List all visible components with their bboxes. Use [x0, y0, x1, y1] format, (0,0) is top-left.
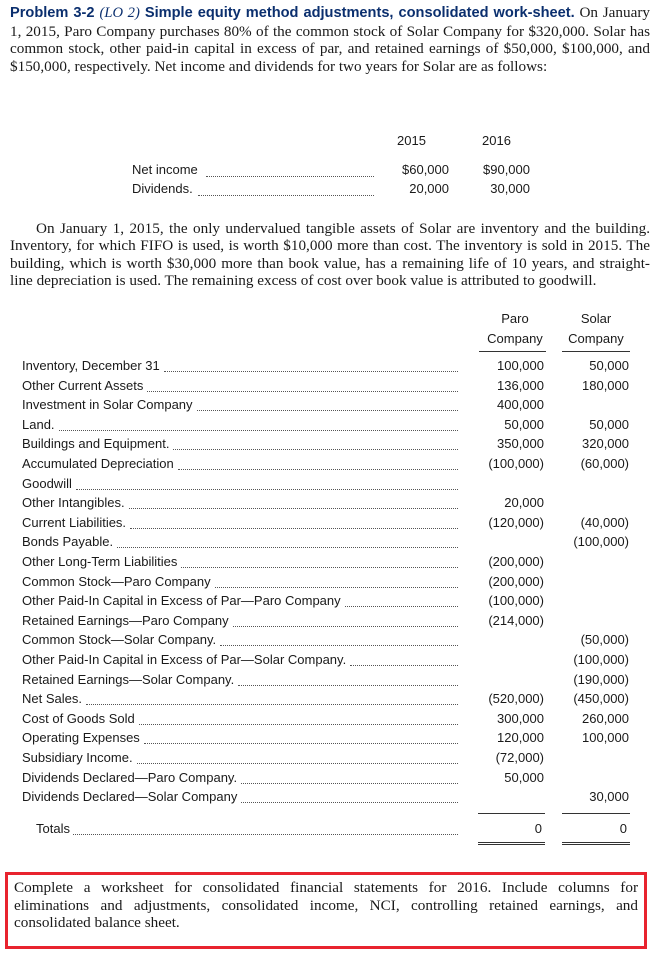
dot-leader	[147, 391, 458, 392]
account-label: Bonds Payable.	[22, 534, 114, 550]
dot-leader	[130, 528, 458, 529]
account-label: Other Paid-In Capital in Excess of Par—Paro Company	[22, 593, 341, 609]
trial-balance-row	[22, 670, 234, 690]
solar-amount: (60,000)	[580, 456, 629, 471]
account-label: Common Stock—Paro Company	[22, 573, 211, 589]
problem-intro	[10, 4, 650, 76]
account-label: Investment in Solar Company	[22, 397, 193, 413]
year-2016-header: 2016	[482, 133, 511, 148]
dot-leader	[76, 489, 458, 490]
solar-amount: 180,000	[582, 377, 629, 393]
solar-amount: 100,000	[582, 730, 629, 746]
account-label: Current Liabilities.	[22, 514, 127, 530]
dot-leader	[86, 704, 458, 705]
trial-balance-row	[22, 611, 229, 631]
solar-amount: (40,000)	[580, 514, 629, 530]
paro-header-rule	[479, 351, 546, 352]
paro-amount: 136,000	[497, 377, 544, 393]
dot-leader	[241, 783, 458, 784]
trial-balance-row	[22, 356, 160, 376]
trial-balance-row	[22, 376, 143, 396]
trial-balance-row	[22, 434, 169, 454]
trial-balance-row	[22, 787, 237, 807]
paro-header-line1: Paro	[501, 311, 529, 326]
trial-balance-row	[22, 748, 133, 768]
trial-balance-row	[22, 552, 177, 572]
solar-amount: (450,000)	[573, 691, 629, 707]
dot-leader	[173, 449, 458, 450]
trial-balance-row	[22, 513, 126, 533]
dot-leader	[206, 176, 374, 177]
solar-header-line2: Company	[568, 331, 624, 346]
trial-balance-row	[22, 572, 211, 592]
account-label: Buildings and Equipment.	[22, 436, 170, 452]
net-income-label: Net income	[132, 162, 198, 177]
trial-balance-row	[22, 650, 346, 670]
trial-balance-row	[22, 689, 82, 709]
trial-balance-row	[22, 532, 113, 552]
account-label: Other Paid-In Capital in Excess of Par—Solar Company.	[22, 652, 347, 667]
year-2015-header: 2015	[397, 133, 426, 148]
trial-balance-row	[22, 630, 216, 650]
paro-amount: 20,000	[504, 495, 544, 511]
problem-heading	[10, 5, 575, 21]
dot-leader	[241, 802, 458, 803]
solar-header-rule	[562, 351, 630, 352]
paro-amount: 400,000	[497, 397, 544, 413]
dot-leader	[233, 626, 458, 627]
account-label: Inventory, December 31	[22, 358, 160, 373]
paro-amount: (200,000)	[488, 554, 544, 569]
paro-amount: 350,000	[497, 436, 544, 452]
trial-balance-row	[22, 454, 174, 474]
learning-objective: (LO 2)	[99, 5, 140, 21]
dot-leader	[345, 606, 458, 607]
dot-leader	[238, 685, 458, 686]
paro-amount: (72,000)	[495, 750, 544, 765]
dot-leader	[117, 547, 458, 548]
solar-amount: 50,000	[589, 358, 629, 373]
dot-leader	[144, 743, 458, 744]
solar-header-line1: Solar	[580, 311, 612, 326]
undervalued-assets-paragraph: On January 1, 2015, the only undervalued tangible assets of Solar are inventory and the building. Inventory, for which FIFO is used, is worth $10,000 more than cost. The inventory is sold in 2015. The building, which is worth $30,000 more than book value, has a remaining life of 10 years, and straight-line depreciation is used. The remaining excess of cost over book value is attributed to goodwill.	[10, 220, 650, 290]
account-label: Other Intangibles.	[22, 495, 125, 511]
trial-balance-row	[22, 728, 140, 748]
net-income-2015: $60,000	[402, 162, 449, 177]
paro-total: 0	[534, 821, 542, 836]
account-label: Other Long-Term Liabilities	[22, 554, 178, 569]
account-label: Operating Expenses	[22, 730, 140, 746]
account-label: Net Sales.	[22, 691, 82, 707]
account-label: Dividends Declared—Solar Company	[22, 789, 238, 805]
dividends-2016: 30,000	[490, 181, 530, 196]
solar-amount: (50,000)	[580, 632, 629, 648]
paro-amount: 120,000	[497, 730, 544, 746]
solar-amount: (190,000)	[573, 671, 629, 687]
net-income-2016: $90,000	[483, 162, 530, 177]
task-instructions: Complete a worksheet for consolidated financial statements for 2016. Include columns for eliminations and adjustments, consolidated income, NCI, controlling retained earnings, and consolidated balance sheet.	[5, 872, 647, 949]
dot-leader	[215, 587, 458, 588]
dot-leader	[178, 469, 458, 470]
dot-leader	[139, 724, 458, 725]
paro-amount: (100,000)	[488, 456, 544, 471]
solar-amount: (100,000)	[573, 534, 629, 550]
trial-balance-row	[22, 709, 135, 729]
solar-amount: 50,000	[589, 416, 629, 432]
solar-amount: 320,000	[582, 436, 629, 452]
dot-leader	[73, 834, 458, 835]
solar-amount: 30,000	[589, 789, 629, 805]
totals-label: Totals	[36, 821, 70, 836]
dividends-label: Dividends.	[132, 181, 193, 196]
paro-amount: 100,000	[497, 358, 544, 373]
trial-balance-row	[22, 474, 72, 494]
dot-leader	[59, 430, 458, 431]
dot-leader	[164, 371, 458, 372]
dot-leader	[137, 763, 458, 764]
paro-column-header	[475, 309, 555, 349]
totals-row	[36, 819, 70, 839]
paro-double-rule	[478, 842, 545, 845]
dividends-2015: 20,000	[409, 181, 449, 196]
account-label: Accumulated Depreciation	[22, 456, 174, 471]
trial-balance-row	[22, 415, 55, 435]
trial-balance-row	[22, 493, 125, 513]
problem-title: Simple equity method adjustments, consolidated work-sheet.	[144, 5, 575, 21]
problem-body: On January 1, 2015, Paro Company purchases 80% of the common stock of Solar Company for $320,000. Solar has common stock, other paid-in capital in excess of par, and retained earnings of $50,000, $100,000, and $150,000, respectively. Net income and dividends for two years for Solar are as follows:	[10, 4, 650, 76]
account-label: Retained Earnings—Paro Company	[22, 612, 229, 628]
paro-amount: 300,000	[497, 710, 544, 726]
paro-amount: (214,000)	[488, 612, 544, 628]
problem-label: Problem 3-2	[10, 5, 95, 21]
paro-total-rule	[478, 813, 545, 814]
solar-column-header	[556, 309, 636, 349]
paro-amount: (200,000)	[488, 573, 544, 589]
trial-balance-row	[22, 395, 193, 415]
dot-leader	[198, 195, 374, 196]
paro-amount: 50,000	[504, 769, 544, 785]
solar-total: 0	[619, 821, 627, 836]
account-label: Other Current Assets	[22, 377, 144, 393]
solar-double-rule	[562, 842, 630, 845]
paro-header-line2: Company	[487, 331, 543, 346]
dot-leader	[220, 645, 458, 646]
dot-leader	[197, 410, 458, 411]
solar-amount: 260,000	[582, 710, 629, 726]
solar-total-rule	[562, 813, 630, 814]
paro-amount: (100,000)	[488, 593, 544, 609]
trial-balance-row	[22, 768, 237, 788]
account-label: Subsidiary Income.	[22, 750, 133, 765]
dot-leader	[350, 665, 458, 666]
account-label: Dividends Declared—Paro Company.	[22, 769, 238, 785]
account-label: Land.	[22, 416, 55, 432]
account-label: Cost of Goods Sold	[22, 710, 135, 726]
trial-balance-row	[22, 591, 341, 611]
dot-leader	[129, 508, 458, 509]
paro-amount: (120,000)	[488, 514, 544, 530]
account-label: Retained Earnings—Solar Company.	[22, 671, 235, 687]
account-label: Common Stock—Solar Company.	[22, 632, 217, 648]
dot-leader	[181, 567, 458, 568]
paro-amount: 50,000	[504, 416, 544, 432]
account-label: Goodwill	[22, 475, 72, 491]
paro-amount: (520,000)	[488, 691, 544, 707]
solar-amount: (100,000)	[573, 652, 629, 667]
